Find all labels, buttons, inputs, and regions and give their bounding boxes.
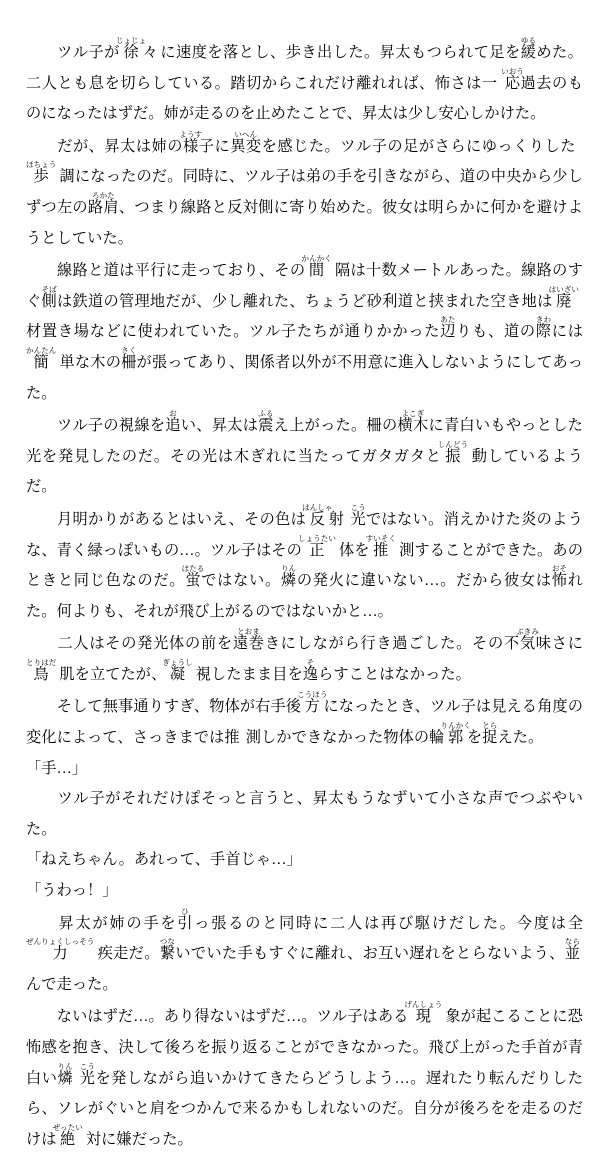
ruby-annotation: 方こうほう (297, 690, 328, 716)
ruby-annotation: 光こう (79, 1061, 96, 1087)
ruby-annotation: 反はんしゃ (302, 502, 333, 528)
paragraph: ないはずだ…。あり得ないはずだ…。ツル子はある現げんしょう 象が起こることに恐怖感を抱き、決して後ろを振り返ることができなかった。飛び上がった手首が青白い燐りん 光こうを発しながら追いかけてきたらどうしよう…。遅れたり転んだりしたら、ソレがぐいと肩をつかんで来るかもしれないのだ。自分が後ろをを走るのだけは絶ぜったい 対に嫌だった。 (26, 1000, 583, 1148)
ruby-annotation: 柵さく (121, 345, 137, 371)
paragraph: ツル子がそれだけぽそっと言うと、昇太もうなずいて小さな声でつぶやいた。 (26, 790, 583, 838)
ruby-annotation: 間かんかく (301, 254, 332, 280)
ruby-annotation: 徐じょじょ (115, 36, 147, 61)
ruby-annotation: 怖おそ (551, 564, 568, 590)
ruby-annotation: 鳥とりはだ (26, 657, 57, 683)
ruby-annotation: 様ようす (179, 129, 203, 155)
ruby-annotation: 辺あた (440, 315, 457, 341)
ruby-annotation: 廃はいざい (548, 284, 580, 310)
ruby-annotation: 捉とら (482, 721, 498, 747)
paragraph: 昇太が姉の手を引ひっ張るのと同時に二人は再び駆けだした。今度は全 力ぜんりょくしっそう 疾走だ。繋つないでいた手もすぐに離れ、お互い遅れをとらないよう、並ならんで走った。 (26, 906, 583, 993)
ruby-annotation: 横木よこぎ (397, 409, 429, 435)
ruby-annotation: 緩ゆる (520, 36, 537, 61)
ruby-annotation: 推すいそく (365, 533, 397, 559)
ruby-annotation: 路肩ろかた (87, 190, 119, 216)
ruby-annotation: 震ふる (258, 409, 274, 435)
ruby-annotation: 力ぜんりょくしっそう (26, 937, 95, 963)
ruby-annotation: 郭りんかく (440, 721, 471, 747)
paragraph: だが、昇太は姉の様ようす子に異変いへんを感じた。ツル子の足がさらにゆっくりした歩ほちょう 調になったのだ。同時に、ツル子は弟の手を引きながら、道の中央から少しずつ左の路肩ろかた、つまり線路と反対側に寄り始めた。彼女は明らかに何かを避けようとしていた。 (26, 129, 584, 247)
paragraph: ツル子の視線を追おい、昇太は震ふるえ上がった。柵の横木よこぎに青白いもやっとした光を発見したのだ。その光は木ぎれに当たってガタガタと振しんどう 動しているようだ。 (26, 409, 584, 496)
ruby-annotation: 燐りん (57, 1061, 74, 1087)
ruby-annotation: 側そば (41, 284, 57, 310)
ruby-annotation: 燐りん (280, 564, 297, 590)
ruby-annotation: 際きわ (535, 315, 552, 341)
ruby-annotation: 応いおう (501, 66, 524, 92)
ruby-annotation: 引ひ (177, 906, 195, 932)
ruby-annotation: 不気味ぶきみ (503, 627, 552, 653)
paragraph: ツル子が徐じょじょ々に速度を落とし、歩き出した。昇太もつられて足を緩ゆるめた。二人とも息を切らしている。踏切からこれだけ離れれば、怖さは一 応いおう過去のものになったはずだ。姉が走るのを止めたことで、昇太は少し安心しかけた。 (26, 36, 583, 123)
ruby-annotation: 遠巻とおま (232, 627, 265, 653)
ruby-annotation: 逸そ (302, 657, 319, 683)
paragraph-dialogue: 「うわっ！」 (26, 882, 118, 900)
paragraph-dialogue: 「ねえちゃん。あれって、手首じゃ…」 (26, 851, 302, 869)
ruby-annotation: 光こう (350, 502, 367, 528)
ruby-annotation: 並なら (564, 937, 580, 963)
paragraph: 月明かりがあるとはいえ、その色は反はんしゃ射 光こうではない。消えかけた炎のような、青く緑っぽいもの…。ツル子はその正しょうたい 体を推すいそく 測することができた。あのときと同じ色なのだ。蛍ほたるではない。燐りんの発火に違いない…。だから彼女は怖おそれた。何よりも、それが飛び上がるのではないかと…。 (26, 502, 583, 620)
ruby-annotation: 蛍ほたる (181, 564, 205, 590)
ruby-annotation: 追お (165, 409, 181, 435)
ruby-annotation: 歩ほちょう (26, 160, 57, 186)
ruby-annotation: 現げんしょう (404, 1000, 443, 1026)
ruby-annotation: 簡かんたん (26, 345, 57, 371)
paragraph: 線路と道は平行に走っており、その間かんかく 隔は十数メートルあった。線路のすぐ側そばは鉄道の管理地だが、少し離れた、ちょうど砂利道と挟まれた空き地は廃はいざい 材置き場などに使われていた。ツル子たちが通りかかった辺あたりも、道の際きわには簡かんたん 単な木の柵さくが張ってあり、関係者以外が不用意に進入しないようにしてあった。 (26, 254, 584, 402)
ruby-annotation: 正しょうたい (297, 533, 336, 559)
ruby-annotation: 凝ぎょうし (162, 657, 193, 683)
ruby-annotation: 異変いへん (230, 129, 262, 155)
ruby-annotation: 繋つな (159, 937, 176, 963)
paragraph-dialogue: 「手…」 (26, 759, 88, 777)
paragraph: 二人はその発光体の前を遠巻とおまきにしながら行き過ごした。その不気味ぶきみさに鳥とりはだ 肌を立てたが、凝ぎょうし 視したまま目を逸そらすことはなかった。 (26, 627, 583, 683)
ruby-annotation: 絶ぜったい (52, 1122, 83, 1148)
ruby-annotation: 振しんどう (437, 439, 469, 465)
paragraph: そして無事通りすぎ、物体が右手後方こうほうになったとき、ツル子は見える角度の変化によって、さっきまでは推 測しかできなかった物体の輪郭りんかくを捉とらえた。 (26, 690, 583, 747)
